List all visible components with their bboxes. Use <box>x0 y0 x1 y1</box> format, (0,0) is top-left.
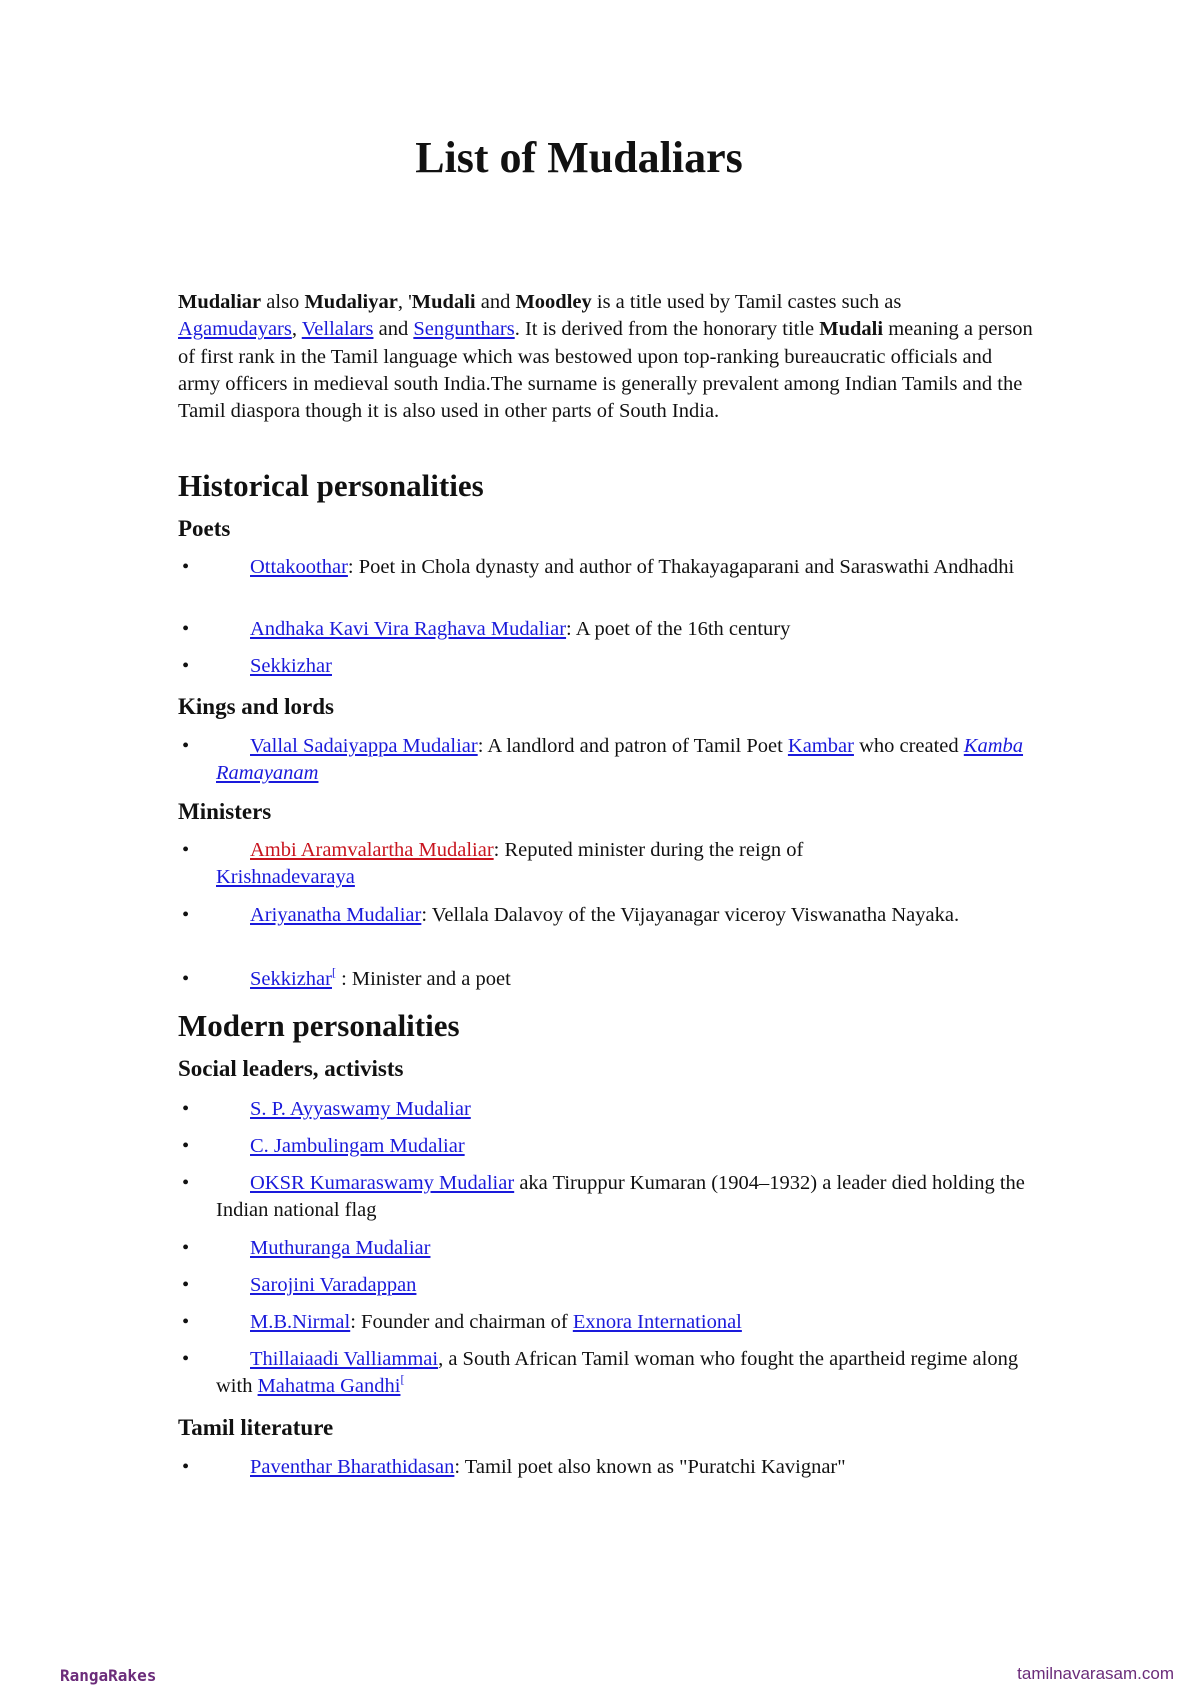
list-item-ottakoothar <box>178 554 1038 581</box>
list-item-sekkizhar-minister <box>178 966 1038 993</box>
list-item-bharathidasan <box>178 1454 1038 1481</box>
heading-modern: Modern personalities <box>178 1008 460 1043</box>
kumaraswamy-link[interactable]: OKSR Kumaraswamy Mudaliar <box>250 1172 515 1194</box>
bullet-icon: • <box>182 1348 190 1370</box>
ottakoothar-link[interactable]: Ottakoothar <box>250 556 348 578</box>
intro-text: meaning a person of first rank in the Tamil language which was bestowed upon top-ranking bureaucratic officials and army officers in medieval south India.The surname is generally prevalent among Indian Tamils and the Tamil diaspora though it is also used in other parts of South India. <box>178 318 1033 423</box>
bullet-icon: • <box>182 904 190 926</box>
list-item-kumaraswamy <box>178 1170 1038 1224</box>
list-item-text: : Founder and chairman of <box>350 1311 573 1333</box>
intro-text: , <box>291 318 302 341</box>
bharathidasan-link[interactable]: Paventhar Bharathidasan <box>250 1456 455 1478</box>
heading-social: Social leaders, activists <box>178 1056 404 1081</box>
jambulingam-link[interactable]: C. Jambulingam Mudaliar <box>250 1135 465 1157</box>
bullet-icon: • <box>182 1172 190 1194</box>
heading-ministers: Ministers <box>178 799 272 824</box>
ayyaswamy-link[interactable]: S. P. Ayyaswamy Mudaliar <box>250 1098 471 1120</box>
bullet-icon: • <box>182 1098 190 1120</box>
list-item-text: : Poet in Chola dynasty and author of Thakayagaparani and Saraswathi Andhadhi <box>347 556 1015 578</box>
citation-marker[interactable]: [ <box>331 965 336 979</box>
sekkizhar-minister-link[interactable]: Sekkizhar <box>250 968 332 990</box>
list-item-text: : A landlord and patron of Tamil Poet <box>477 735 788 757</box>
sekkizhar-link[interactable]: Sekkizhar <box>250 655 332 677</box>
bullet-icon: • <box>182 655 190 677</box>
intro-text: , ' <box>397 291 412 313</box>
agamudayars-link[interactable]: Agamudayars <box>178 318 292 341</box>
muthuranga-link[interactable]: Muthuranga Mudaliar <box>250 1237 431 1259</box>
intro-text: and <box>475 291 516 313</box>
list-item-ariyanatha <box>178 902 1038 929</box>
list-item-vallal <box>178 733 1038 787</box>
intro-bold-mudali-title: Mudali <box>819 318 884 341</box>
list-item-muthuranga <box>178 1235 1038 1262</box>
list-item-text: aka Tiruppur Kumaran (1904–1932) a leader died holding the Indian national flag <box>216 1172 1025 1221</box>
list-item-text: : Vellala Dalavoy of the Vijayanagar viceroy Viswanatha Nayaka. <box>421 904 960 926</box>
list-item-text: , a South African Tamil woman who fought the apartheid regime along with <box>216 1348 1019 1397</box>
bullet-icon: • <box>182 1135 190 1157</box>
page-title: List of Mudaliars <box>415 133 743 182</box>
list-item-jambulingam <box>178 1133 1038 1160</box>
heading-kings: Kings and lords <box>178 694 334 719</box>
bullet-icon: • <box>182 1456 190 1478</box>
intro-bold-moodley: Moodley <box>515 291 592 313</box>
list-item-text: : Tamil poet also known as "Puratchi Kavignar" <box>454 1456 846 1478</box>
gandhi-link[interactable]: Mahatma Gandhi <box>257 1375 401 1397</box>
ariyanatha-link[interactable]: Ariyanatha Mudaliar <box>250 904 422 926</box>
bullet-icon: • <box>182 1237 190 1259</box>
citation-marker[interactable]: [ <box>400 1372 405 1386</box>
bullet-icon: • <box>182 968 190 990</box>
bullet-icon: • <box>182 839 190 861</box>
list-item-text: : Reputed minister during the reign of <box>493 839 804 861</box>
sengunthars-link[interactable]: Sengunthars <box>413 318 515 341</box>
footer-author: RangaRakes <box>60 1666 157 1685</box>
intro-bold-mudali: Mudali <box>411 291 476 313</box>
list-item-sekkizhar <box>178 653 1038 680</box>
nirmal-link[interactable]: M.B.Nirmal <box>250 1311 351 1333</box>
ambi-aramvalartha-link[interactable]: Ambi Aramvalartha Mudaliar <box>250 839 494 861</box>
andhaka-kavi-link[interactable]: Andhaka Kavi Vira Raghava Mudaliar <box>250 618 567 640</box>
intro-bold-mudaliyar: Mudaliyar <box>304 291 398 313</box>
sarojini-link[interactable]: Sarojini Varadappan <box>250 1274 417 1296</box>
heading-poets: Poets <box>178 516 231 541</box>
list-item-text: : Minister and a poet <box>335 968 511 990</box>
bullet-icon: • <box>182 618 190 640</box>
list-item-valliammai <box>178 1346 1038 1400</box>
heading-historical: Historical personalities <box>178 468 484 503</box>
intro-paragraph <box>178 289 1038 425</box>
list-item-ambi <box>178 837 1038 891</box>
vallal-sadaiyappa-link[interactable]: Vallal Sadaiyappa Mudaliar <box>250 735 478 757</box>
list-item-text: who created <box>853 735 964 757</box>
footer-site: tamilnavarasam.com <box>1017 1664 1174 1683</box>
valliammai-link[interactable]: Thillaiaadi Valliammai <box>250 1348 439 1370</box>
list-item-nirmal <box>178 1309 1038 1336</box>
bullet-icon: • <box>182 735 190 757</box>
krishnadevaraya-link[interactable]: Krishnadevaraya <box>216 866 355 888</box>
list-item-ayyaswamy <box>178 1096 1038 1123</box>
intro-text: is a title used by Tamil castes such as <box>591 291 902 313</box>
vellalars-link[interactable]: Vellalars <box>301 318 374 341</box>
list-item-sarojini <box>178 1272 1038 1299</box>
kamba-ramayanam-link[interactable]: Kamba Ramayanam <box>216 735 1024 784</box>
intro-text: . It is derived from the honorary title <box>514 318 820 341</box>
bullet-icon: • <box>182 1311 190 1333</box>
intro-text: and <box>373 318 414 341</box>
list-item-andhaka <box>178 616 1038 643</box>
kambar-link[interactable]: Kambar <box>787 735 854 757</box>
list-item-text: : A poet of the 16th century <box>566 618 791 640</box>
intro-bold-mudaliar: Mudaliar <box>178 291 262 313</box>
bullet-icon: • <box>182 1274 190 1296</box>
intro-text: also <box>261 291 305 313</box>
exnora-link[interactable]: Exnora International <box>572 1311 742 1333</box>
heading-literature: Tamil literature <box>178 1415 334 1440</box>
bullet-icon: • <box>182 556 190 578</box>
